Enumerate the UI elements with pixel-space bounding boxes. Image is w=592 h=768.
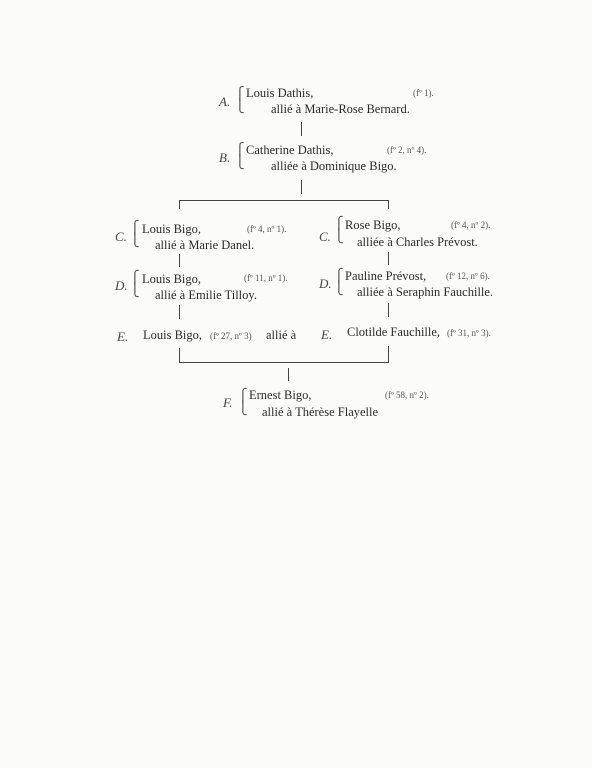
entry-d-right-alliance: alliée à Seraphin Fauchille. xyxy=(357,285,494,299)
branch-bracket-right-tick xyxy=(388,200,389,209)
generation-letter-f: F. xyxy=(223,395,233,410)
brace-c-right: ⎧ ⎩ xyxy=(334,216,344,243)
brace-a: ⎧ ⎩ xyxy=(235,86,245,113)
entry-f-name: Ernest Bigo, xyxy=(249,388,312,402)
connector-a-b xyxy=(301,122,302,136)
generation-letter-c-left: C. xyxy=(115,229,127,244)
connector-c-d-left xyxy=(179,254,180,267)
entry-b-alliance: alliée à Dominique Bigo. xyxy=(271,159,397,173)
entry-a-ref: (fº 1). xyxy=(413,88,434,98)
entry-f-ref: (fº 58, nº 2). xyxy=(385,390,429,400)
brace-f: ⎧ ⎩ xyxy=(238,388,248,415)
generation-letter-a: A. xyxy=(219,94,231,109)
brace-b: ⎧ ⎩ xyxy=(235,142,245,169)
generation-letter-d-left: D. xyxy=(115,278,128,293)
generation-letter-e-right: E. xyxy=(321,327,333,342)
entry-c-left-name: Louis Bigo, xyxy=(142,222,202,236)
entry-c-right-alliance: alliée à Charles Prévost. xyxy=(357,235,478,249)
generation-letter-e-left: E. xyxy=(117,329,129,344)
entry-c-right-name: Rose Bigo, xyxy=(345,218,401,232)
entry-d-left-alliance: allié à Emilie Tilloy. xyxy=(155,288,257,302)
entry-a-name: Louis Dathis, xyxy=(246,86,314,100)
entry-d-left-ref: (fº 11, nº 1). xyxy=(244,273,288,283)
entry-e-right-name: Clotilde Fauchille, xyxy=(347,325,441,339)
join-bracket-left-tick xyxy=(179,348,180,362)
branch-bracket-top xyxy=(179,200,389,201)
entry-e-right-ref: (fº 31, nº 3). xyxy=(447,328,491,338)
entry-a-alliance: allié à Marie-Rose Bernard. xyxy=(271,102,410,116)
entry-d-left-name: Louis Bigo, xyxy=(142,272,202,286)
entry-e-left-name: Louis Bigo, xyxy=(143,328,203,342)
branch-bracket-left-tick xyxy=(179,200,180,209)
connector-d-e-right xyxy=(388,303,389,317)
entry-b-ref: (fº 2, nº 4). xyxy=(387,145,427,155)
entry-d-right-name: Pauline Prévost, xyxy=(345,269,427,283)
connector-b-branch xyxy=(301,180,302,194)
entry-e-left-ref: (fº 27, nº 3) xyxy=(210,331,252,341)
brace-d-right: ⎧ ⎩ xyxy=(334,268,344,295)
entry-f-alliance: allié à Thérèse Flayelle xyxy=(262,405,379,419)
entry-d-right-ref: (fº 12, nº 6). xyxy=(446,271,490,281)
join-bracket-right-tick xyxy=(388,346,389,362)
generation-letter-b: B. xyxy=(219,150,231,165)
connector-e-f xyxy=(288,368,289,381)
brace-d-left: ⎧ ⎩ xyxy=(130,270,140,297)
generation-letter-c-right: C. xyxy=(319,229,331,244)
entry-c-left-ref: (fº 4, nº 1). xyxy=(247,224,287,234)
connector-d-e-left xyxy=(179,305,180,319)
entry-b-name: Catherine Dathis, xyxy=(246,143,334,157)
brace-c-left: ⎧ ⎩ xyxy=(130,220,140,247)
join-bracket-bottom xyxy=(179,362,389,363)
entry-c-right-ref: (fº 4, nº 2). xyxy=(451,220,491,230)
connector-c-d-right xyxy=(388,252,389,265)
generation-letter-d-right: D. xyxy=(319,276,332,291)
entry-c-left-alliance: allié à Marie Danel. xyxy=(155,238,255,252)
entry-e-left-suffix: allié à xyxy=(266,328,297,342)
